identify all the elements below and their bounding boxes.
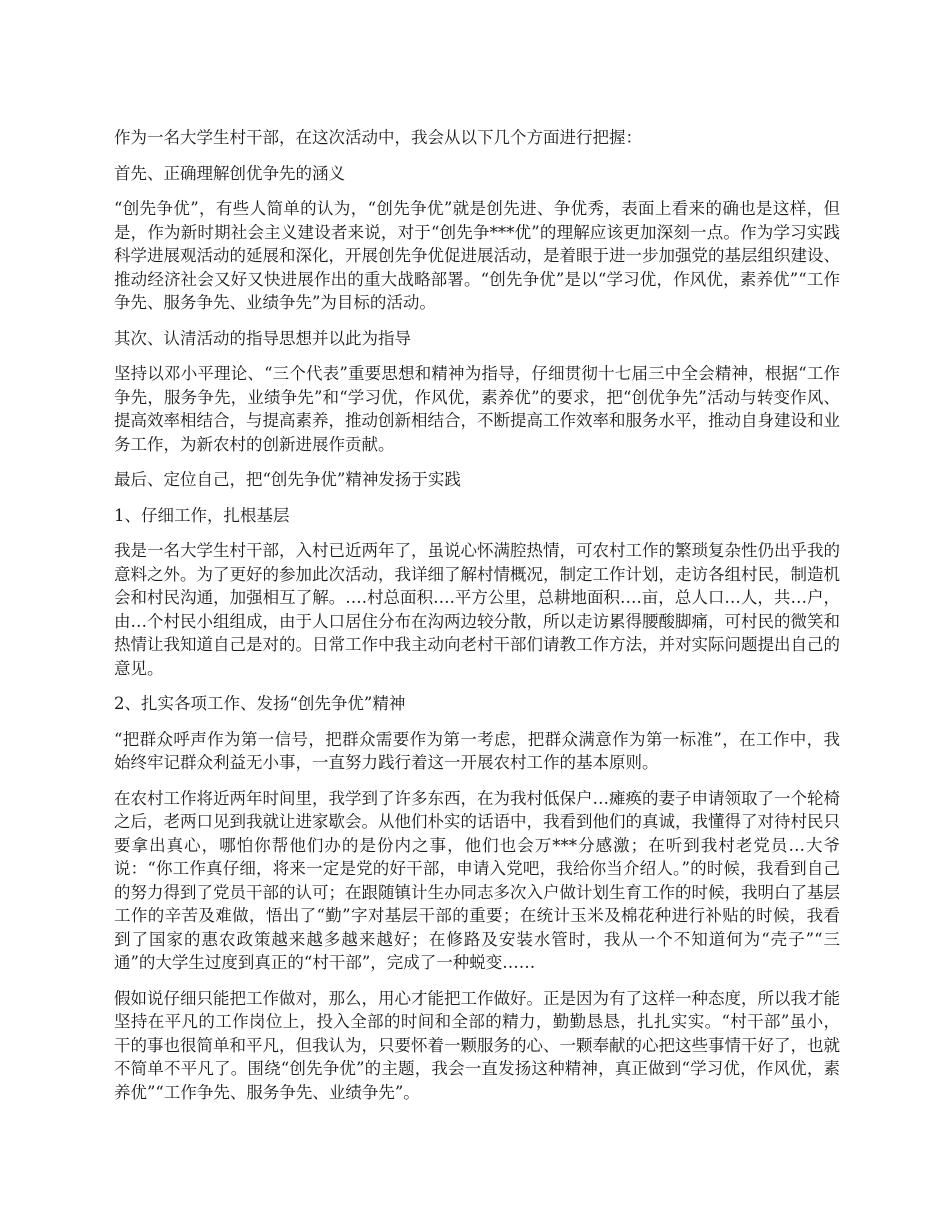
section-heading-first: 首先、正确理解创优争先的涵义 (114, 163, 345, 183)
subheading-1: 1、仔细工作，扎根基层 (114, 505, 290, 525)
closing-paragraph: 假如说仔细只能把工作做对，那么，用心才能把工作做好。正是因为有了这样一种态度，所以我才能坚持在平凡的工作岗位上，投入全部的时间和全部的精力，勤勤恳恳，扎扎实实。“村干部”虽小，干的事也很简单和平凡，但我认为，只要怀着一颗服务的心、一颗奉献的心把这些事情干好了，也就不简单不平凡了。围绕“创先争优”的主题，我会一直发扬这种精神，真正做到“学习优，作风优，素养优”“工作争先、服务争先、业绩争先”。 (114, 988, 840, 1102)
body-paragraph: “把群众呼声作为第一信号，把群众需要作为第一考虑，把群众满意作为第一标准”，在工作中，我始终牢记群众利益无小事，一直努力践行着这一开展农村工作的基本原则。 (114, 729, 840, 772)
body-paragraph: “创先争优”，有些人简单的认为，“创先争优”就是创先进、争优秀，表面上看来的确也是这样，但是，作为新时期社会主义建设者来说，对于“创先争***优”的理解应该更加深刻一点。作为学习实践科学进展观活动的延展和深化，开展创先争优促进展活动，是着眼于进一步加强党的基层组织建设、推动经济社会又好又快进展作出的重大战略部署。“创先争优”是以“学习优，作风优，素养优”“工作争先、服务争先、业绩争先”为目标的活动。 (114, 199, 840, 312)
section-heading-second: 其次、认清活动的指导思想并以此为指导 (114, 328, 411, 348)
body-paragraph: 在农村工作将近两年时间里，我学到了许多东西，在为我村低保户…瘫痪的妻子申请领取了一个轮椅之后，老两口见到我就让进家歇会。从他们朴实的话语中，我看到他们的真诚，我懂得了对待村民只要拿出真心，哪怕你帮他们办的是份内之事，他们也会万***分感激；在听到我村老党员…大爷说：“你工作真仔细，将来一定是党的好干部，申请入党吧，我给你当介绍人。”的时候，我看到自己的努力得到了党员干部的认可；在跟随镇计生办同志多次入户做计划生育工作的时候，我明白了基层工作的辛苦及难做，悟出了“勤”字对基层干部的重要；在统计玉米及棉花种进行补贴的时候，我看到了国家的惠农政策越来越多越来越好；在修路及安装水管时，我从一个不知道何为“壳子”“三通”的大学生过度到真正的“村干部”，完成了一种蜕变…… (114, 788, 840, 972)
section-heading-last: 最后、定位自己，把“创先争优”精神发扬于实践 (114, 470, 461, 489)
intro-paragraph: 作为一名大学生村干部，在这次活动中，我会从以下几个方面进行把握： (114, 128, 642, 147)
body-paragraph: 坚持以邓小平理论、“三个代表”重要思想和精神为指导，仔细贯彻十七届三中全会精神，根据“工作争先，服务争先，业绩争先”和“学习优，作风优，素养优”的要求，把“创优争先”活动与转变作风、提高效率相结合，与提高素养，推动创新相结合，不断提高工作效率和服务水平，推动自身建设和业务工作，为新农村的创新进展作贡献。 (114, 364, 840, 454)
subheading-2: 2、扎实各项工作、发扬“创先争优”精神 (114, 694, 406, 713)
body-paragraph: 我是一名大学生村干部，入村已近两年了，虽说心怀满腔热情，可农村工作的繁琐复杂性仍出乎我的意料之外。为了更好的参加此次活动，我详细了解村情概况，制定工作计划，走访各组村民，制造机会和村民沟通，加强相互了解。….村总面积….平方公里，总耕地面积….亩，总人口…人，共…户，由…个村民小组组成，由于人口居住分布在沟两边较分散，所以走访累得腰酸脚痛，可村民的微笑和热情让我知道自己是对的。日常工作中我主动向老村干部们请教工作方法，并对实际问题提出自己的意见。 (114, 541, 840, 678)
document-body (114, 126, 840, 1116)
